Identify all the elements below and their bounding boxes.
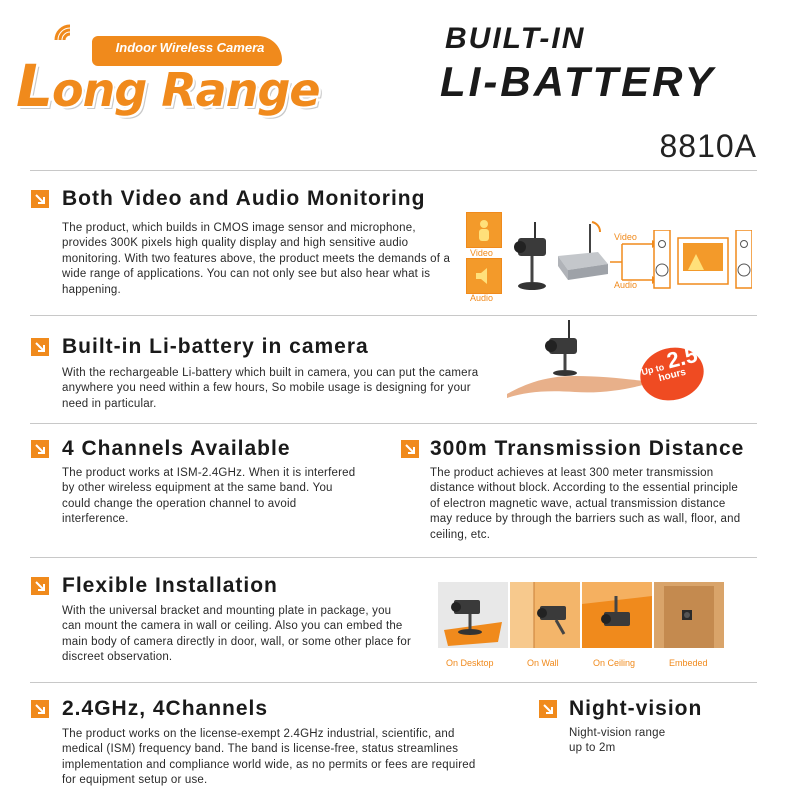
section-title-ghz: 2.4GHz, 4Channels — [62, 697, 269, 720]
section-title-night: Night-vision — [569, 697, 703, 720]
label-video-right: Video — [614, 232, 637, 242]
bullet-arrow-icon — [31, 577, 49, 595]
label-audio-right: Audio — [614, 280, 638, 290]
section-body-distance: The product achieves at least 300 meter transmission distance without block. According to the essential principle of electron magnetic wave, actual transmission distance may reduce by through the barriers such as wall, floor, and ceiling, etc. — [430, 467, 741, 541]
section-body-battery: With the rechargeable Li-battery which built in camera, you can put the camera anywhere you need within a few hours, So mobile usage is designing for your need in particular. — [62, 367, 479, 410]
model-number: 8810A — [659, 128, 757, 164]
divider — [30, 170, 757, 171]
hand-holding-camera-icon — [505, 318, 655, 398]
logo-subtitle: Indoor Wireless Camera — [115, 40, 265, 55]
signal-waves-icon — [52, 18, 80, 44]
badge-value: 2.5 — [664, 341, 700, 374]
logo-long-range — [16, 52, 320, 120]
camera-icon — [500, 222, 560, 294]
headline-li-battery: LI-BATTERY — [440, 58, 716, 105]
logo-word: ong Range — [51, 63, 320, 117]
divider — [30, 682, 757, 683]
desktop-mount-photo — [438, 582, 508, 648]
video-person-icon — [466, 212, 502, 248]
section-title-battery: Built-in Li-battery in camera — [62, 335, 369, 358]
badge-unit: hours — [657, 366, 688, 385]
receiver-icon — [552, 218, 612, 288]
label-video-left: Video — [470, 248, 493, 258]
badge-upto: Up to — [640, 361, 666, 378]
section-title-distance: 300m Transmission Distance — [430, 437, 745, 460]
divider — [30, 557, 757, 558]
section-body-video-audio: The product, which builds in CMOS image sensor and microphone, provides 300K pixels high quality display and high sensitive audio monitoring. With two features above, the product meets the demands of a wide range of applications. You can not only see but also hear what is happening. — [62, 222, 451, 296]
bullet-arrow-icon — [539, 700, 557, 718]
bullet-arrow-icon — [401, 440, 419, 458]
audio-speaker-icon — [466, 258, 502, 294]
label-audio-left: Audio — [470, 293, 494, 303]
section-body-ghz: The product works on the license-exempt 2.4GHz industrial, scientific, and medical (ISM) frequency band. The band is license-free, status streamlines implementation and compliance world wide, as no permits or fees are required for equipment setup or use. — [62, 728, 476, 787]
caption-wall: On Wall — [527, 658, 559, 668]
section-body-installation: With the universal bracket and mounting plate in package, you can mount the camera in wall or ceiling. Also you can embed the main body of camera directly in door, wall, or some other place for discreet observation. — [62, 605, 411, 664]
wall-mount-photo — [510, 582, 580, 648]
embedded-mount-photo — [654, 582, 724, 648]
divider — [30, 423, 757, 424]
bullet-arrow-icon — [31, 190, 49, 208]
logo-initial: L — [16, 52, 52, 120]
divider — [30, 315, 757, 316]
caption-desktop: On Desktop — [446, 658, 494, 668]
caption-embedded: Embeded — [669, 658, 708, 668]
bullet-arrow-icon — [31, 338, 49, 356]
night-range-label: Night-vision range — [569, 727, 666, 739]
section-title-video-audio: Both Video and Audio Monitoring — [62, 187, 426, 210]
bullet-arrow-icon — [31, 440, 49, 458]
bullet-arrow-icon — [31, 700, 49, 718]
caption-ceiling: On Ceiling — [593, 658, 636, 668]
section-body-channels: The product works at ISM-2.4GHz. When it is interfered by other wireless equipment at the same band. You could change the operation channel to avoid interference. — [62, 467, 356, 526]
headline-built-in: BUILT-IN — [445, 22, 586, 55]
section-title-channels: 4 Channels Available — [62, 437, 291, 460]
section-title-installation: Flexible Installation — [62, 574, 278, 597]
ceiling-mount-photo — [582, 582, 652, 648]
monitor-speakers-icon — [652, 230, 752, 290]
night-range-value: up to 2m — [569, 742, 616, 754]
